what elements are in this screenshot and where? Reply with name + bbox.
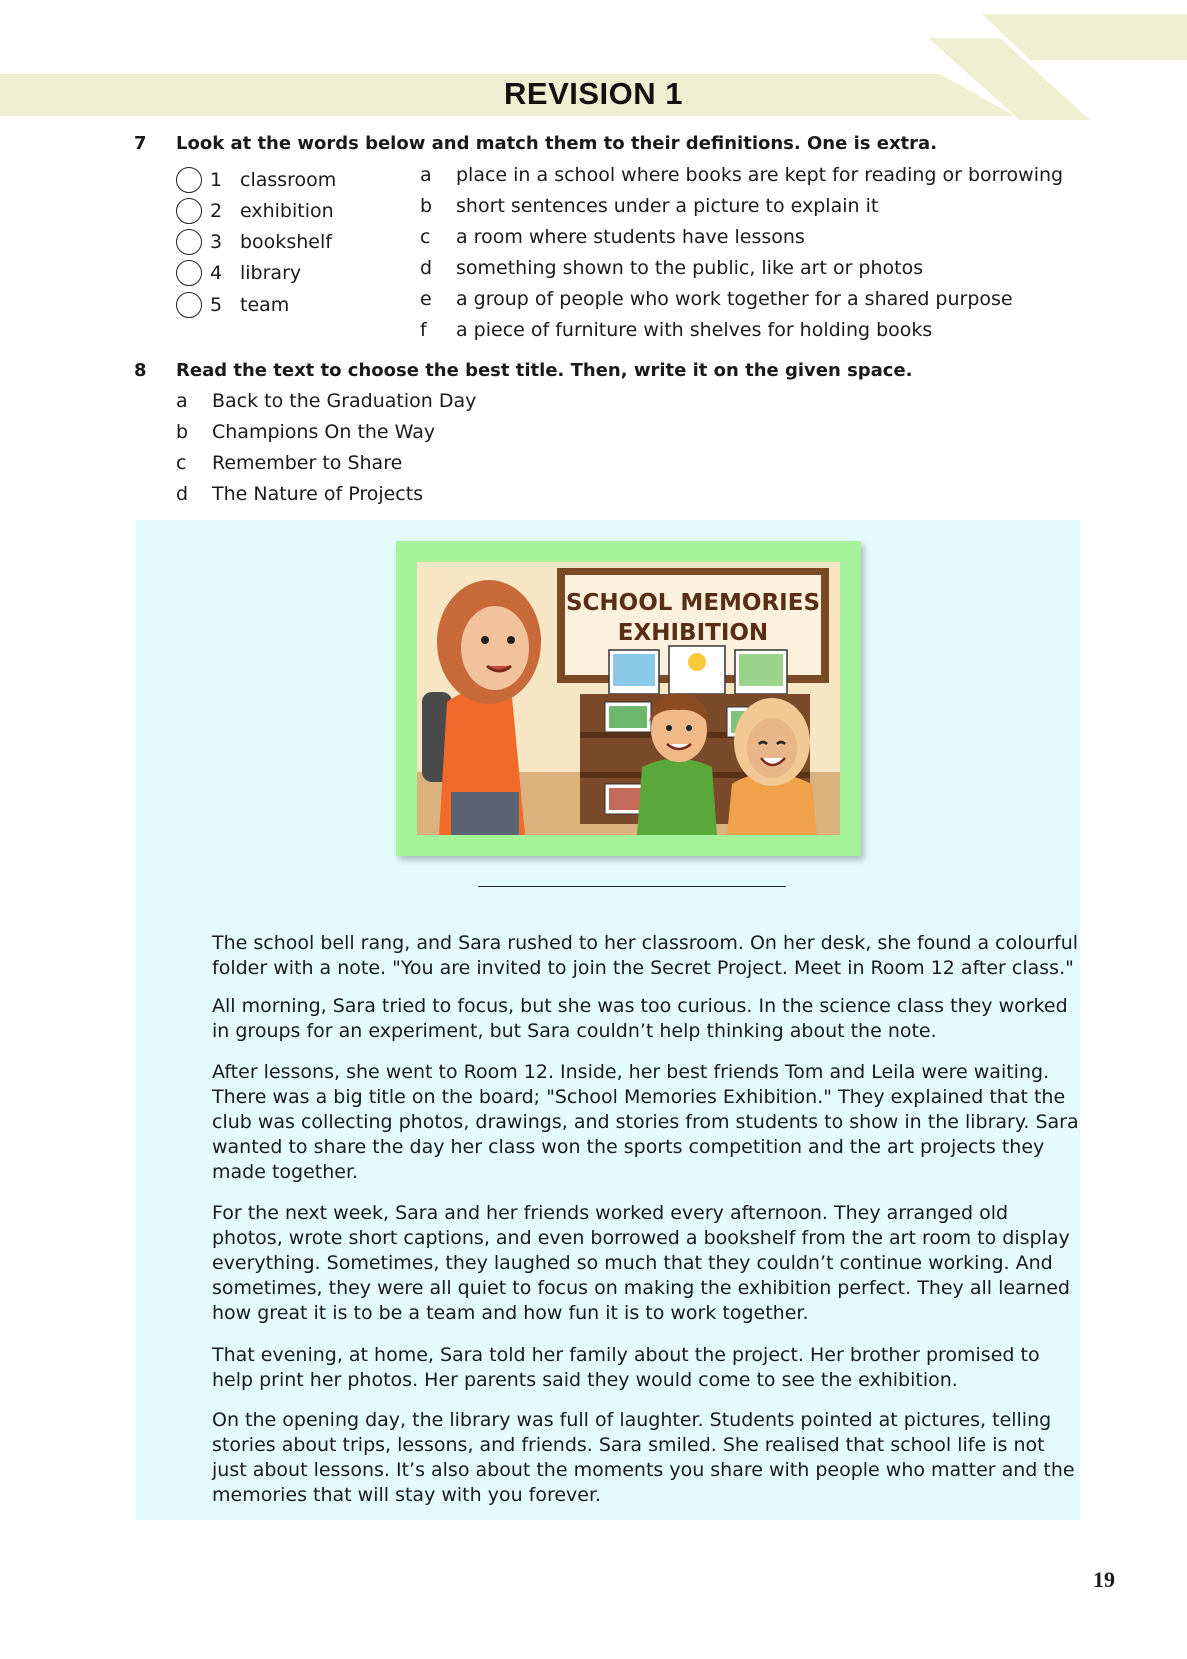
page-number: 19	[1093, 1567, 1115, 1592]
option-letter: c	[176, 452, 187, 474]
question-7-instruction: Look at the words below and match them to their definitions. One is extra.	[176, 133, 938, 154]
definition-item	[420, 226, 805, 248]
option-letter: a	[176, 390, 188, 412]
sign-line-2: EXHIBITION	[617, 620, 769, 646]
answer-circle[interactable]	[176, 229, 202, 255]
title-option[interactable]	[176, 421, 435, 443]
word-item	[176, 227, 332, 257]
word-text: library	[240, 262, 302, 284]
definition-text: place in a school where books are kept for reading or borrowing	[456, 164, 1064, 186]
exhibition-illustration	[417, 562, 840, 835]
word-number: 3	[210, 231, 223, 253]
option-text: The Nature of Projects	[212, 483, 424, 505]
definition-letter: d	[420, 257, 433, 279]
definition-text: a group of people who work together for a shared purpose	[456, 288, 1013, 310]
definition-letter: e	[420, 288, 432, 310]
definition-text: something shown to the public, like art or photos	[456, 257, 924, 279]
word-text: exhibition	[240, 200, 334, 222]
definition-letter: b	[420, 195, 433, 217]
answer-circle[interactable]	[176, 260, 202, 286]
story-paragraph: That evening, at home, Sara told her family about the project. Her brother promised to help print her photos. Her parents said they would come to see the exhibition.	[212, 1344, 1040, 1391]
story-paragraph: For the next week, Sara and her friends worked every afternoon. They arranged old photos, wrote short captions, and even borrowed a bookshelf from the art room to display everything. Sometimes, they laughed so much that they couldn’t continue working. And sometimes, they were all quiet to focus on making the exhibition perfect. They all learned how great it is to be a team and how fun it is to work together.	[212, 1202, 1070, 1324]
word-item	[176, 196, 334, 226]
sign-line-1: SCHOOL MEMORIES	[565, 590, 821, 616]
word-item	[176, 165, 336, 195]
word-item	[176, 290, 289, 320]
story-paragraph: The school bell rang, and Sara rushed to her classroom. On her desk, she found a colourful folder with a note. "You are invited to join the Secret Project. Meet in Room 12 after class."	[212, 932, 1079, 979]
definition-item	[420, 195, 878, 217]
option-letter: d	[176, 483, 189, 505]
definition-item	[420, 257, 923, 279]
title-option[interactable]	[176, 483, 423, 505]
answer-circle[interactable]	[176, 292, 202, 318]
word-item	[176, 258, 301, 288]
definition-item	[420, 164, 1063, 186]
definition-item	[420, 319, 932, 341]
question-8-number: 8	[134, 360, 147, 381]
word-text: bookshelf	[240, 231, 332, 253]
page-title: REVISION 1	[504, 76, 683, 111]
word-text: classroom	[240, 169, 337, 191]
definition-letter: a	[420, 164, 432, 186]
word-number: 5	[210, 294, 223, 316]
answer-circle[interactable]	[176, 198, 202, 224]
question-7-number: 7	[134, 133, 147, 154]
option-text: Remember to Share	[212, 452, 403, 474]
illustration-frame	[396, 541, 861, 856]
option-letter: b	[176, 421, 189, 443]
definition-text: a room where students have lessons	[456, 226, 805, 248]
definition-item	[420, 288, 1013, 310]
answer-line[interactable]	[478, 886, 786, 887]
definition-letter: f	[420, 319, 427, 341]
title-option[interactable]	[176, 390, 476, 412]
option-text: Champions On the Way	[212, 421, 436, 443]
definition-letter: c	[420, 226, 431, 248]
definition-text: a piece of furniture with shelves for holding books	[456, 319, 933, 341]
word-number: 1	[210, 169, 223, 191]
word-number: 4	[210, 262, 223, 284]
option-text: Back to the Graduation Day	[212, 390, 477, 412]
answer-circle[interactable]	[176, 167, 202, 193]
word-number: 2	[210, 200, 223, 222]
word-text: team	[240, 294, 290, 316]
story-paragraph: All morning, Sara tried to focus, but she was too curious. In the science class they worked in groups for an experiment, but Sara couldn’t help thinking about the note.	[212, 995, 1068, 1042]
question-8-instruction: Read the text to choose the best title. Then, write it on the given space.	[176, 360, 913, 381]
story-paragraph: On the opening day, the library was full of laughter. Students pointed at pictures, telling stories about trips, lessons, and friends. Sara smiled. She realised that school life is not just about lessons. It’s also about the moments you share with people who matter and the memories that will stay with you forever.	[212, 1409, 1075, 1506]
title-option[interactable]	[176, 452, 402, 474]
story-paragraph: After lessons, she went to Room 12. Inside, her best friends Tom and Leila were waiting. There was a big title on the board; "School Memories Exhibition." They explained that the club was collecting photos, drawings, and stories from students to show in the library. Sara wanted to share the day her class won the sports competition and the art projects they made together.	[212, 1061, 1079, 1183]
definition-text: short sentences under a picture to explain it	[456, 195, 879, 217]
